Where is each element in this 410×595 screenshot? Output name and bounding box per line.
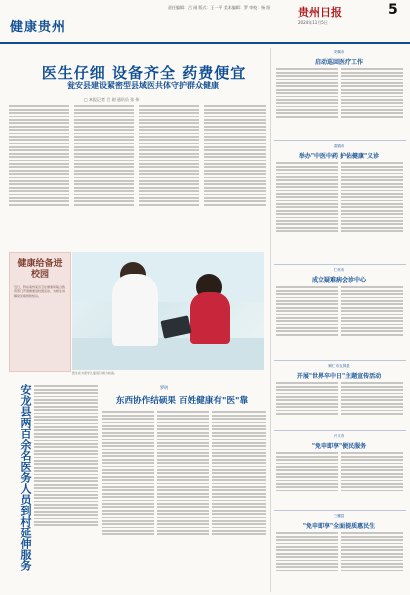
main-headline: 医生仔细 设备齐全 药费便宜 <box>41 64 247 82</box>
editor-info: 责任编辑：吕 刚 版式：王一平 美术编辑：罗 审校：杨 阳 <box>168 5 271 10</box>
section-title: 健康贵州 <box>10 20 67 35</box>
brief-headline-3: 成立疑难病会诊中心 <box>311 277 366 284</box>
brief-1-text-b <box>341 67 403 137</box>
news-photo <box>72 252 264 370</box>
lower-story-column-1 <box>102 410 154 590</box>
vertical-headline: 安龙县两百余名医务人员到村延伸服务 <box>19 384 32 571</box>
lower-story-author: 罗明 <box>160 385 168 390</box>
lower-left-story-text <box>34 384 98 589</box>
date-line: 2024年11月5日 <box>298 20 328 25</box>
brief-2-text-a <box>276 161 338 261</box>
brief-headline-4: 开展"世界卒中日"主题宣传活动 <box>296 373 382 380</box>
brief-3-text-a <box>276 285 338 357</box>
main-story-column-4 <box>204 104 266 246</box>
brief-label-5: 兴义市 <box>333 434 345 438</box>
main-story-column-1 <box>9 104 69 246</box>
brief-headline-5: "免申即享"便民服务 <box>311 443 367 450</box>
column-divider <box>270 48 271 592</box>
photo-caption: 医生在为留守儿童进行视力检查。 <box>72 371 118 375</box>
main-byline: □ 本报记者 吕 刚 通讯员 张 伟 <box>84 97 140 102</box>
sidebar-box <box>9 252 71 372</box>
brief-label-1: 安顺市 <box>333 50 345 54</box>
brief-6-text-b <box>341 531 403 589</box>
brief-headline-2: 举办"中医中药 护佑健康"义诊 <box>298 153 380 160</box>
brief-5-text-a <box>276 451 338 507</box>
brief-4-text-b <box>341 381 403 427</box>
brief-2-text-b <box>341 161 403 261</box>
brief-label-6: 三穗县 <box>333 514 345 518</box>
brief-label-3: 仁怀市 <box>333 268 345 272</box>
brief-headline-6: "免申即享"全面提质惠民生 <box>302 523 376 530</box>
main-story-column-3 <box>139 104 199 246</box>
main-subhead: 瓮安县建设紧密型县域医共体守护群众健康 <box>67 81 219 90</box>
page-number: 5 <box>388 2 398 18</box>
brief-3-text-b <box>341 285 403 357</box>
brief-6-text-a <box>276 531 338 589</box>
brief-5-text-b <box>341 451 403 507</box>
tablet-device <box>160 315 191 338</box>
brief-label-2: 清镇市 <box>333 144 345 148</box>
lower-story-headline: 东西协作结硕果 百姓健康有"医"靠 <box>115 396 249 406</box>
brief-divider <box>274 430 406 431</box>
sidebar-box-title: 健康给备进校园 <box>17 259 63 280</box>
lower-story-column-2 <box>157 410 209 590</box>
brief-label-4: 铜仁市玉屏县 <box>328 364 350 368</box>
main-story-column-2 <box>74 104 134 246</box>
brief-headline-1: 启动巡回医疗工作 <box>314 59 363 66</box>
brief-4-text-a <box>276 381 338 427</box>
sidebar-box-body: 近日，黔东南州某县卫生健康局联合教育部门开展健康进校园活动，为师生讲解常见病预防知识。 <box>14 285 66 298</box>
brief-divider <box>274 264 406 265</box>
masthead <box>0 0 410 44</box>
brief-divider <box>274 510 406 511</box>
paper-logo: 贵州日报 <box>298 6 342 19</box>
brief-divider <box>274 140 406 141</box>
lower-story-column-3 <box>212 410 266 590</box>
brief-1-text-a <box>276 67 338 137</box>
brief-divider <box>274 360 406 361</box>
